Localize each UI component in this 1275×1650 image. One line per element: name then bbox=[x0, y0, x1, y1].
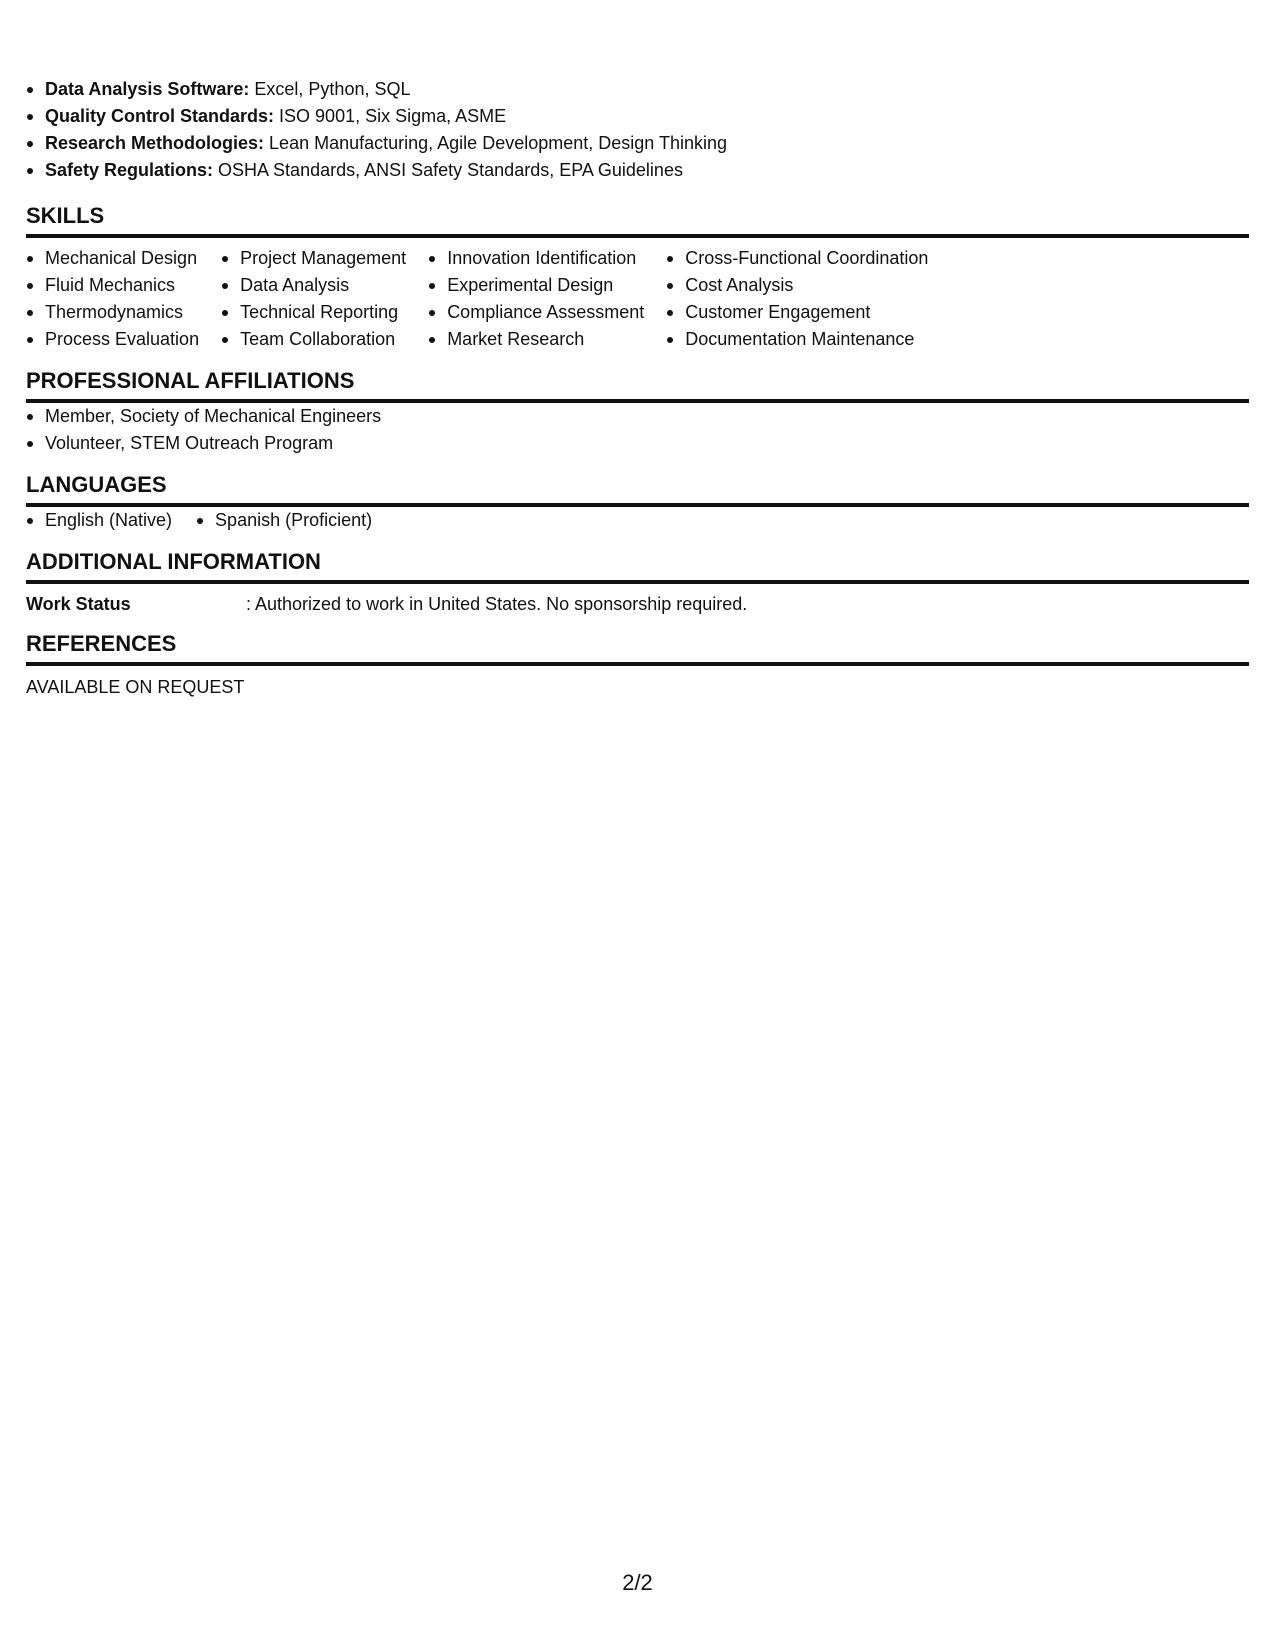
languages-section bbox=[26, 471, 1249, 534]
tool-label: Research Methodologies: bbox=[45, 133, 265, 153]
tools-list bbox=[26, 76, 1249, 184]
section-title: ADDITIONAL INFORMATION bbox=[26, 548, 1249, 584]
work-status-label: Work Status bbox=[26, 594, 131, 614]
tool-label: Safety Regulations: bbox=[45, 160, 214, 180]
list-item bbox=[26, 76, 1249, 103]
list-item: Customer Engagement bbox=[666, 299, 928, 326]
list-item: Cross-Functional Coordination bbox=[666, 245, 928, 272]
list-item: English (Native) bbox=[26, 507, 172, 534]
list-item: Market Research bbox=[428, 326, 644, 353]
section-title: LANGUAGES bbox=[26, 471, 1249, 507]
skills-column bbox=[26, 245, 199, 353]
resume-page bbox=[26, 76, 1249, 699]
affiliations-list bbox=[26, 403, 1249, 457]
list-item: Cost Analysis bbox=[666, 272, 928, 299]
tool-value: ISO 9001, Six Sigma, ASME bbox=[274, 106, 507, 126]
list-item: Team Collaboration bbox=[221, 326, 406, 353]
list-item: Fluid Mechanics bbox=[26, 272, 199, 299]
work-status-value: : Authorized to work in United States. No sponsorship required. bbox=[246, 594, 748, 614]
additional-info-section bbox=[26, 548, 1249, 616]
affiliations-section bbox=[26, 367, 1249, 457]
list-item bbox=[26, 103, 1249, 130]
list-item: Project Management bbox=[221, 245, 406, 272]
page-number: 2/2 bbox=[622, 1570, 653, 1595]
section-title: REFERENCES bbox=[26, 630, 1249, 666]
skills-column bbox=[221, 245, 406, 353]
tool-label: Data Analysis Software: bbox=[45, 79, 250, 99]
skills-column bbox=[428, 245, 644, 353]
list-item: Volunteer, STEM Outreach Program bbox=[26, 430, 1249, 457]
list-item: Mechanical Design bbox=[26, 245, 199, 272]
references-section bbox=[26, 630, 1249, 699]
section-title: SKILLS bbox=[26, 202, 1249, 238]
list-item: Compliance Assessment bbox=[428, 299, 644, 326]
section-title: PROFESSIONAL AFFILIATIONS bbox=[26, 367, 1249, 403]
references-text: AVAILABLE ON REQUEST bbox=[26, 677, 245, 697]
list-item: Documentation Maintenance bbox=[666, 326, 928, 353]
work-status-row bbox=[26, 592, 1249, 616]
list-item: Process Evaluation bbox=[26, 326, 199, 353]
list-item: Innovation Identification bbox=[428, 245, 644, 272]
tool-label: Quality Control Standards: bbox=[45, 106, 275, 126]
list-item bbox=[26, 130, 1249, 157]
list-item: Technical Reporting bbox=[221, 299, 406, 326]
list-item: Thermodynamics bbox=[26, 299, 199, 326]
tool-value: Lean Manufacturing, Agile Development, Design Thinking bbox=[264, 133, 727, 153]
skills-grid bbox=[26, 245, 1249, 353]
list-item: Member, Society of Mechanical Engineers bbox=[26, 403, 1249, 430]
list-item: Data Analysis bbox=[221, 272, 406, 299]
list-item: Experimental Design bbox=[428, 272, 644, 299]
skills-section bbox=[26, 202, 1249, 353]
skills-column bbox=[666, 245, 928, 353]
languages-list bbox=[26, 507, 1249, 534]
tool-value: Excel, Python, SQL bbox=[249, 79, 411, 99]
list-item bbox=[26, 157, 1249, 184]
tool-value: OSHA Standards, ANSI Safety Standards, EPA Guidelines bbox=[213, 160, 683, 180]
list-item: Spanish (Proficient) bbox=[196, 507, 372, 534]
